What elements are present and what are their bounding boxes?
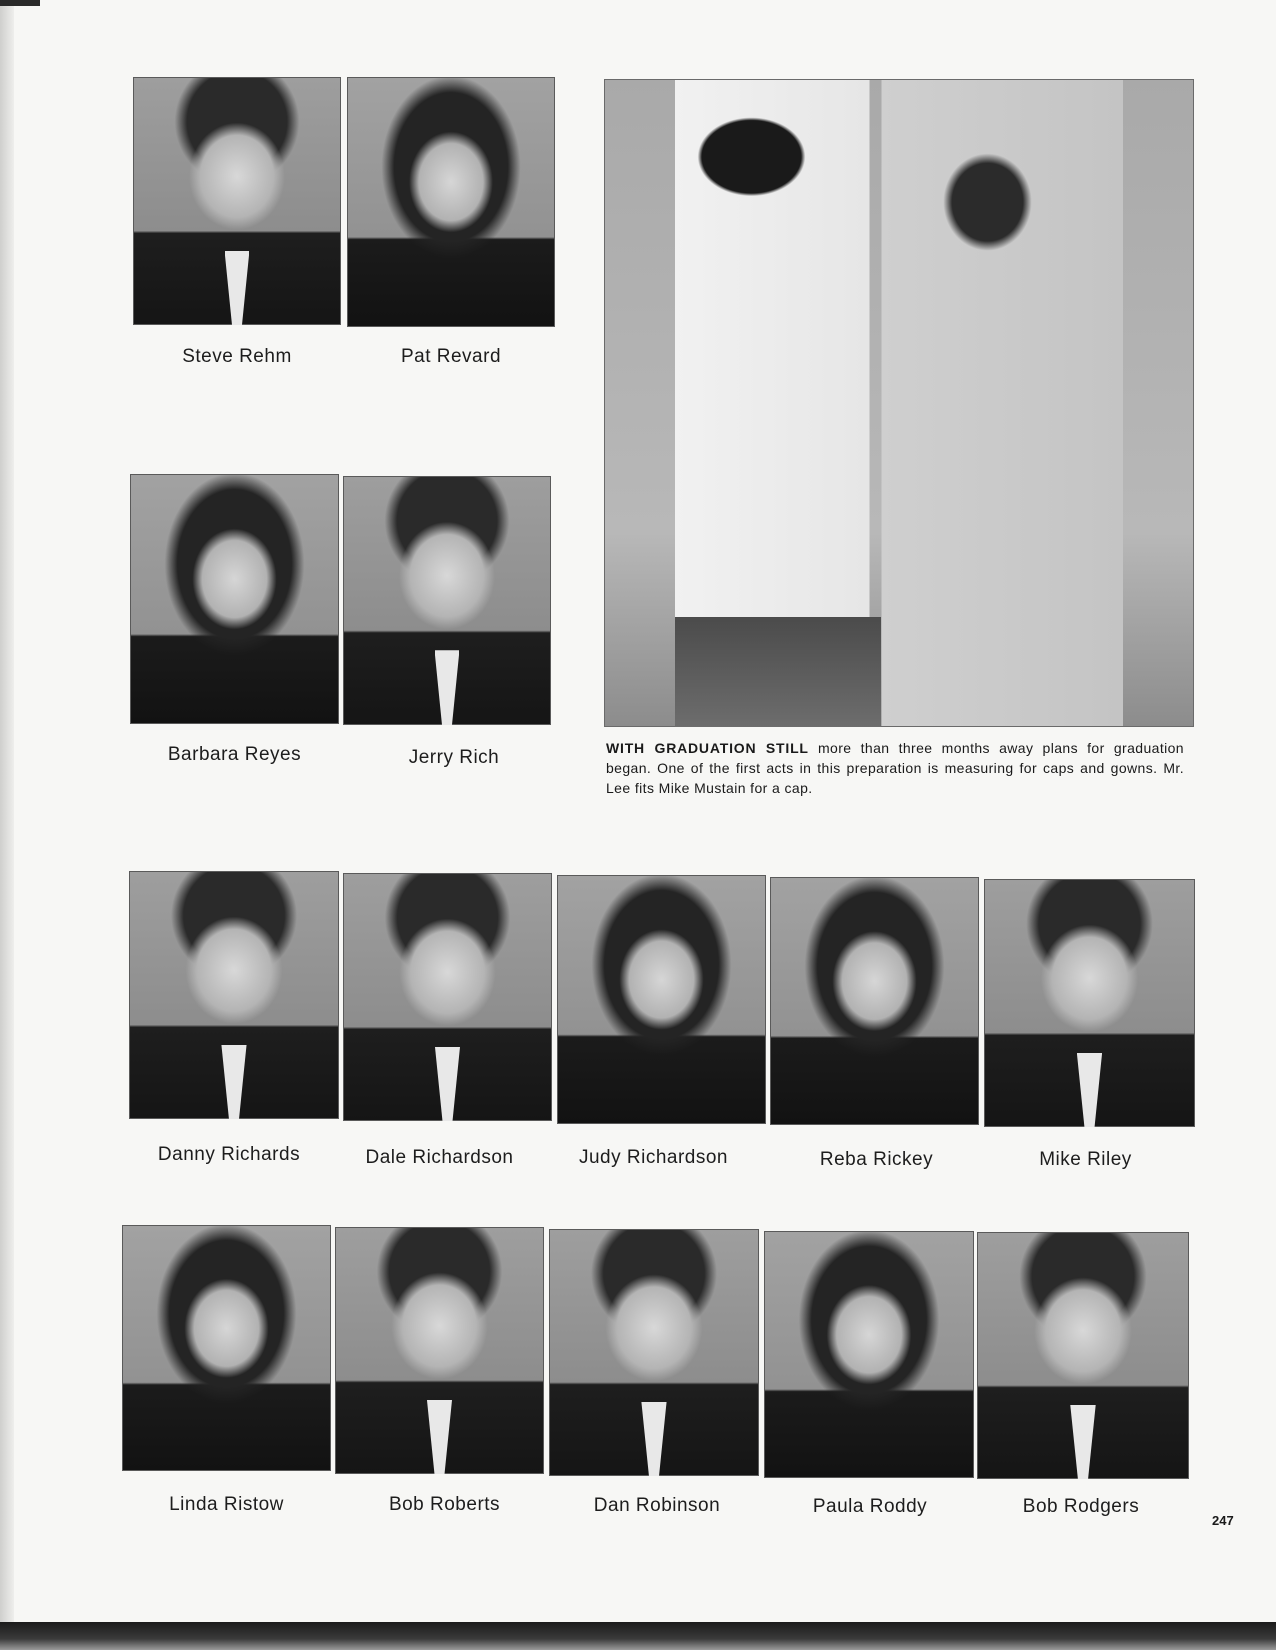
name-jerry-rich: Jerry Rich [408,747,500,768]
name-pat-revard: Pat Revard [400,346,502,367]
graduation-cap-fitting-photo [604,79,1194,727]
scan-corner-mark [0,0,40,6]
portrait-dan-robinson [549,1229,759,1476]
photo-caption [606,738,1184,798]
name-reba-rickey: Reba Rickey [819,1149,934,1170]
caption-text: more than three months away plans for graduation began. One of the first acts in this preparation is measuring for caps and gowns. Mr. Lee fits Mike Mustain for a cap. [606,740,1184,796]
portrait-pat-revard [347,77,555,327]
portrait-bob-rodgers [977,1232,1189,1479]
portrait-judy-richardson [557,875,766,1124]
name-bob-roberts: Bob Roberts [388,1494,501,1515]
portrait-danny-richards [129,871,339,1119]
name-bob-rodgers: Bob Rodgers [1022,1496,1140,1517]
portrait-dale-richardson [343,873,552,1121]
caption-lead: WITH GRADUATION STILL [606,740,809,756]
portrait-bob-roberts [335,1227,544,1474]
name-dan-robinson: Dan Robinson [593,1495,721,1516]
page-binding-edge [0,0,14,1650]
name-judy-richardson: Judy Richardson [578,1147,729,1168]
name-linda-ristow: Linda Ristow [169,1494,284,1515]
portrait-paula-roddy [764,1231,974,1478]
portrait-linda-ristow [122,1225,331,1471]
scan-bottom-edge [0,1622,1276,1650]
name-dale-richardson: Dale Richardson [365,1147,514,1168]
portrait-reba-rickey [770,877,979,1125]
portrait-jerry-rich [343,476,551,725]
name-barbara-reyes: Barbara Reyes [167,744,302,765]
portrait-barbara-reyes [130,474,339,724]
portrait-steve-rehm [133,77,341,325]
name-mike-riley: Mike Riley [1039,1149,1132,1170]
page-number: 247 [1212,1513,1234,1528]
name-paula-roddy: Paula Roddy [812,1496,928,1517]
portrait-mike-riley [984,879,1195,1127]
name-steve-rehm: Steve Rehm [182,346,292,367]
name-danny-richards: Danny Richards [157,1144,301,1165]
